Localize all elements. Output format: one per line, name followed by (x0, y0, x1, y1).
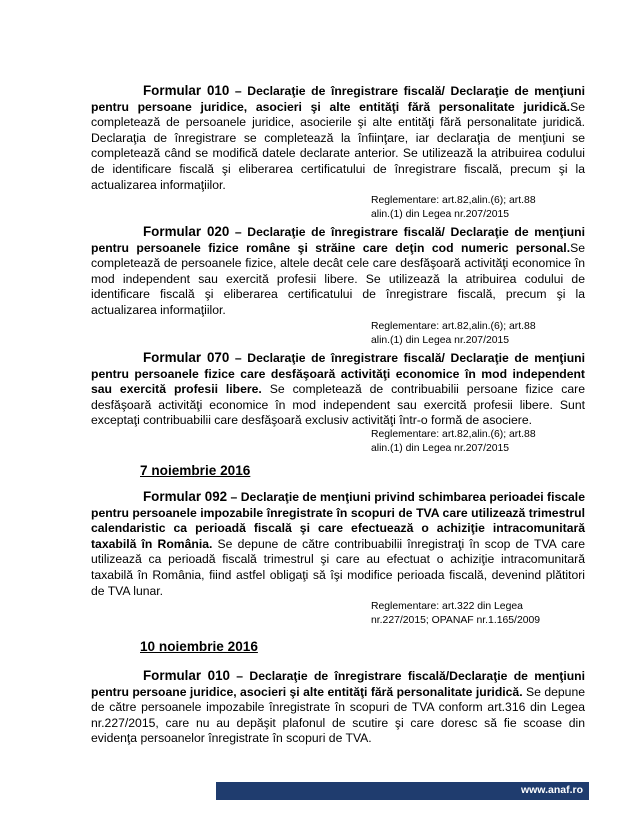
form-title: Declaraţie de menţiuni privind schimbarea perioadei fiscale pentru persoanele impozabile înregistrate în scopuri de TVA care utilizează trimestrul calendaristic ca perioadă fiscală şi care efectuează o achiziţie intracomunitară taxabilă în România. (91, 490, 585, 551)
footer-url-link[interactable]: www.anaf.ro (520, 784, 583, 796)
regulation-line-2: alin.(1) din Legea nr.207/2015 (371, 209, 510, 221)
entry-paragraph (91, 350, 585, 429)
form-dash: – (229, 225, 248, 239)
regulation-reference (371, 600, 585, 628)
form-name: Formular 070 (143, 350, 230, 365)
form-dash: – (227, 490, 241, 504)
regulation-reference (371, 194, 585, 222)
form-dash: – (230, 669, 250, 683)
entry-paragraph (91, 224, 585, 319)
form-dash: – (229, 84, 248, 98)
form-entry-010 (91, 83, 585, 222)
regulation-reference (371, 320, 585, 348)
entry-paragraph (91, 83, 585, 193)
regulation-line-2: nr.227/2015; OPANAF nr.1.165/2009 (371, 615, 541, 627)
form-description: Se depune de către persoanele impozabile înregistrate în scopuri de TVA conform art.316 din Legea nr.227/2015, care nu au depăşit plafonul de scutire şi care doresc să fie scoase din evidenţa persoanelor înregistrate în scopuri de TVA. (91, 684, 585, 746)
footer-bar (216, 782, 589, 800)
form-dash: – (229, 351, 248, 365)
form-entry-070 (91, 350, 585, 456)
regulation-line-1: Reglementare: art.82,alin.(6); art.88 (371, 320, 536, 332)
form-name: Formular 010 (143, 83, 230, 98)
form-name: Formular 020 (143, 224, 230, 239)
form-entry-010-b (91, 668, 585, 747)
form-title: Declaraţie de înregistrare fiscală/ Declaraţie de menţiuni pentru persoanele fizice române şi străine care deţin cod numeric personal. (91, 225, 585, 255)
regulation-reference (371, 428, 585, 456)
date-heading: 7 noiembrie 2016 (140, 463, 251, 478)
form-name: Formular 092 (143, 489, 228, 504)
form-entry-092 (91, 489, 585, 628)
form-title: Declaraţie de înregistrare fiscală/ Declaraţie de menţiuni pentru persoane juridice, asocieri şi alte entităţi fără personalitate juridică. (91, 84, 585, 114)
form-description: Se depune de către contribuabilii înregistraţi în scop de TVA care utilizează ca perioadă fiscală trimestrul şi care au efectuat o achiziţie intracomunitară taxabilă în România, fiind astfel obligaţi să îşi modifice perioada fiscală, devenind plătitori de TVA lunar. (91, 536, 585, 598)
date-heading: 10 noiembrie 2016 (140, 639, 258, 654)
regulation-line-1: Reglementare: art.322 din Legea (371, 601, 523, 613)
form-description: Se completează de contribuabilii persoane fizice care desfăşoară activităţi economice în mod independent sau exercită profesii libere. Sunt exceptaţi contribuabilii care desfăşoară exclusiv activităţi într-o formă de asociere. (91, 382, 585, 428)
entry-paragraph (91, 489, 585, 599)
regulation-line-1: Reglementare: art.82,alin.(6); art.88 (371, 195, 536, 207)
form-name: Formular 010 (143, 668, 231, 683)
regulation-line-1: Reglementare: art.82,alin.(6); art.88 (371, 428, 536, 440)
regulation-line-2: alin.(1) din Legea nr.207/2015 (371, 442, 510, 454)
form-title: Declaraţie de înregistrare fiscală/ Declaraţie de menţiuni pentru persoanele fizice care desfăşoară activităţi economice în mod independent sau exercită profesii libere. (91, 351, 585, 397)
regulation-line-2: alin.(1) din Legea nr.207/2015 (371, 334, 510, 346)
form-title: Declaraţie de înregistrare fiscală/Declaraţie de menţiuni pentru persoane juridice, asocieri şi alte entităţi fără personalitate juridică. (91, 669, 585, 699)
form-description: Se completează de persoanele juridice, asocierile şi alte entităţi fără personalitate juridică. Declaraţia de înregistrare se completează la înfiinţare, iar declaraţia de menţiuni se completează când se modifică datele declarate anterior. Se utilizează la atribuirea codului de identificare fiscală şi eliberarea certificatului de înregistrare fiscală, precum şi la actualizarea informaţiilor. (91, 99, 585, 192)
entry-paragraph (91, 668, 585, 747)
form-description: Se completează de persoanele fizice, altele decât cele care desfăşoară activităţi economice în mod independent sau exercită profesii libere. Se utilizează la atribuirea codului de identificare fiscală şi eliberarea certificatului de înregistrare fiscală, precum şi la actualizarea informaţiilor. (91, 240, 585, 317)
form-entry-020 (91, 224, 585, 348)
